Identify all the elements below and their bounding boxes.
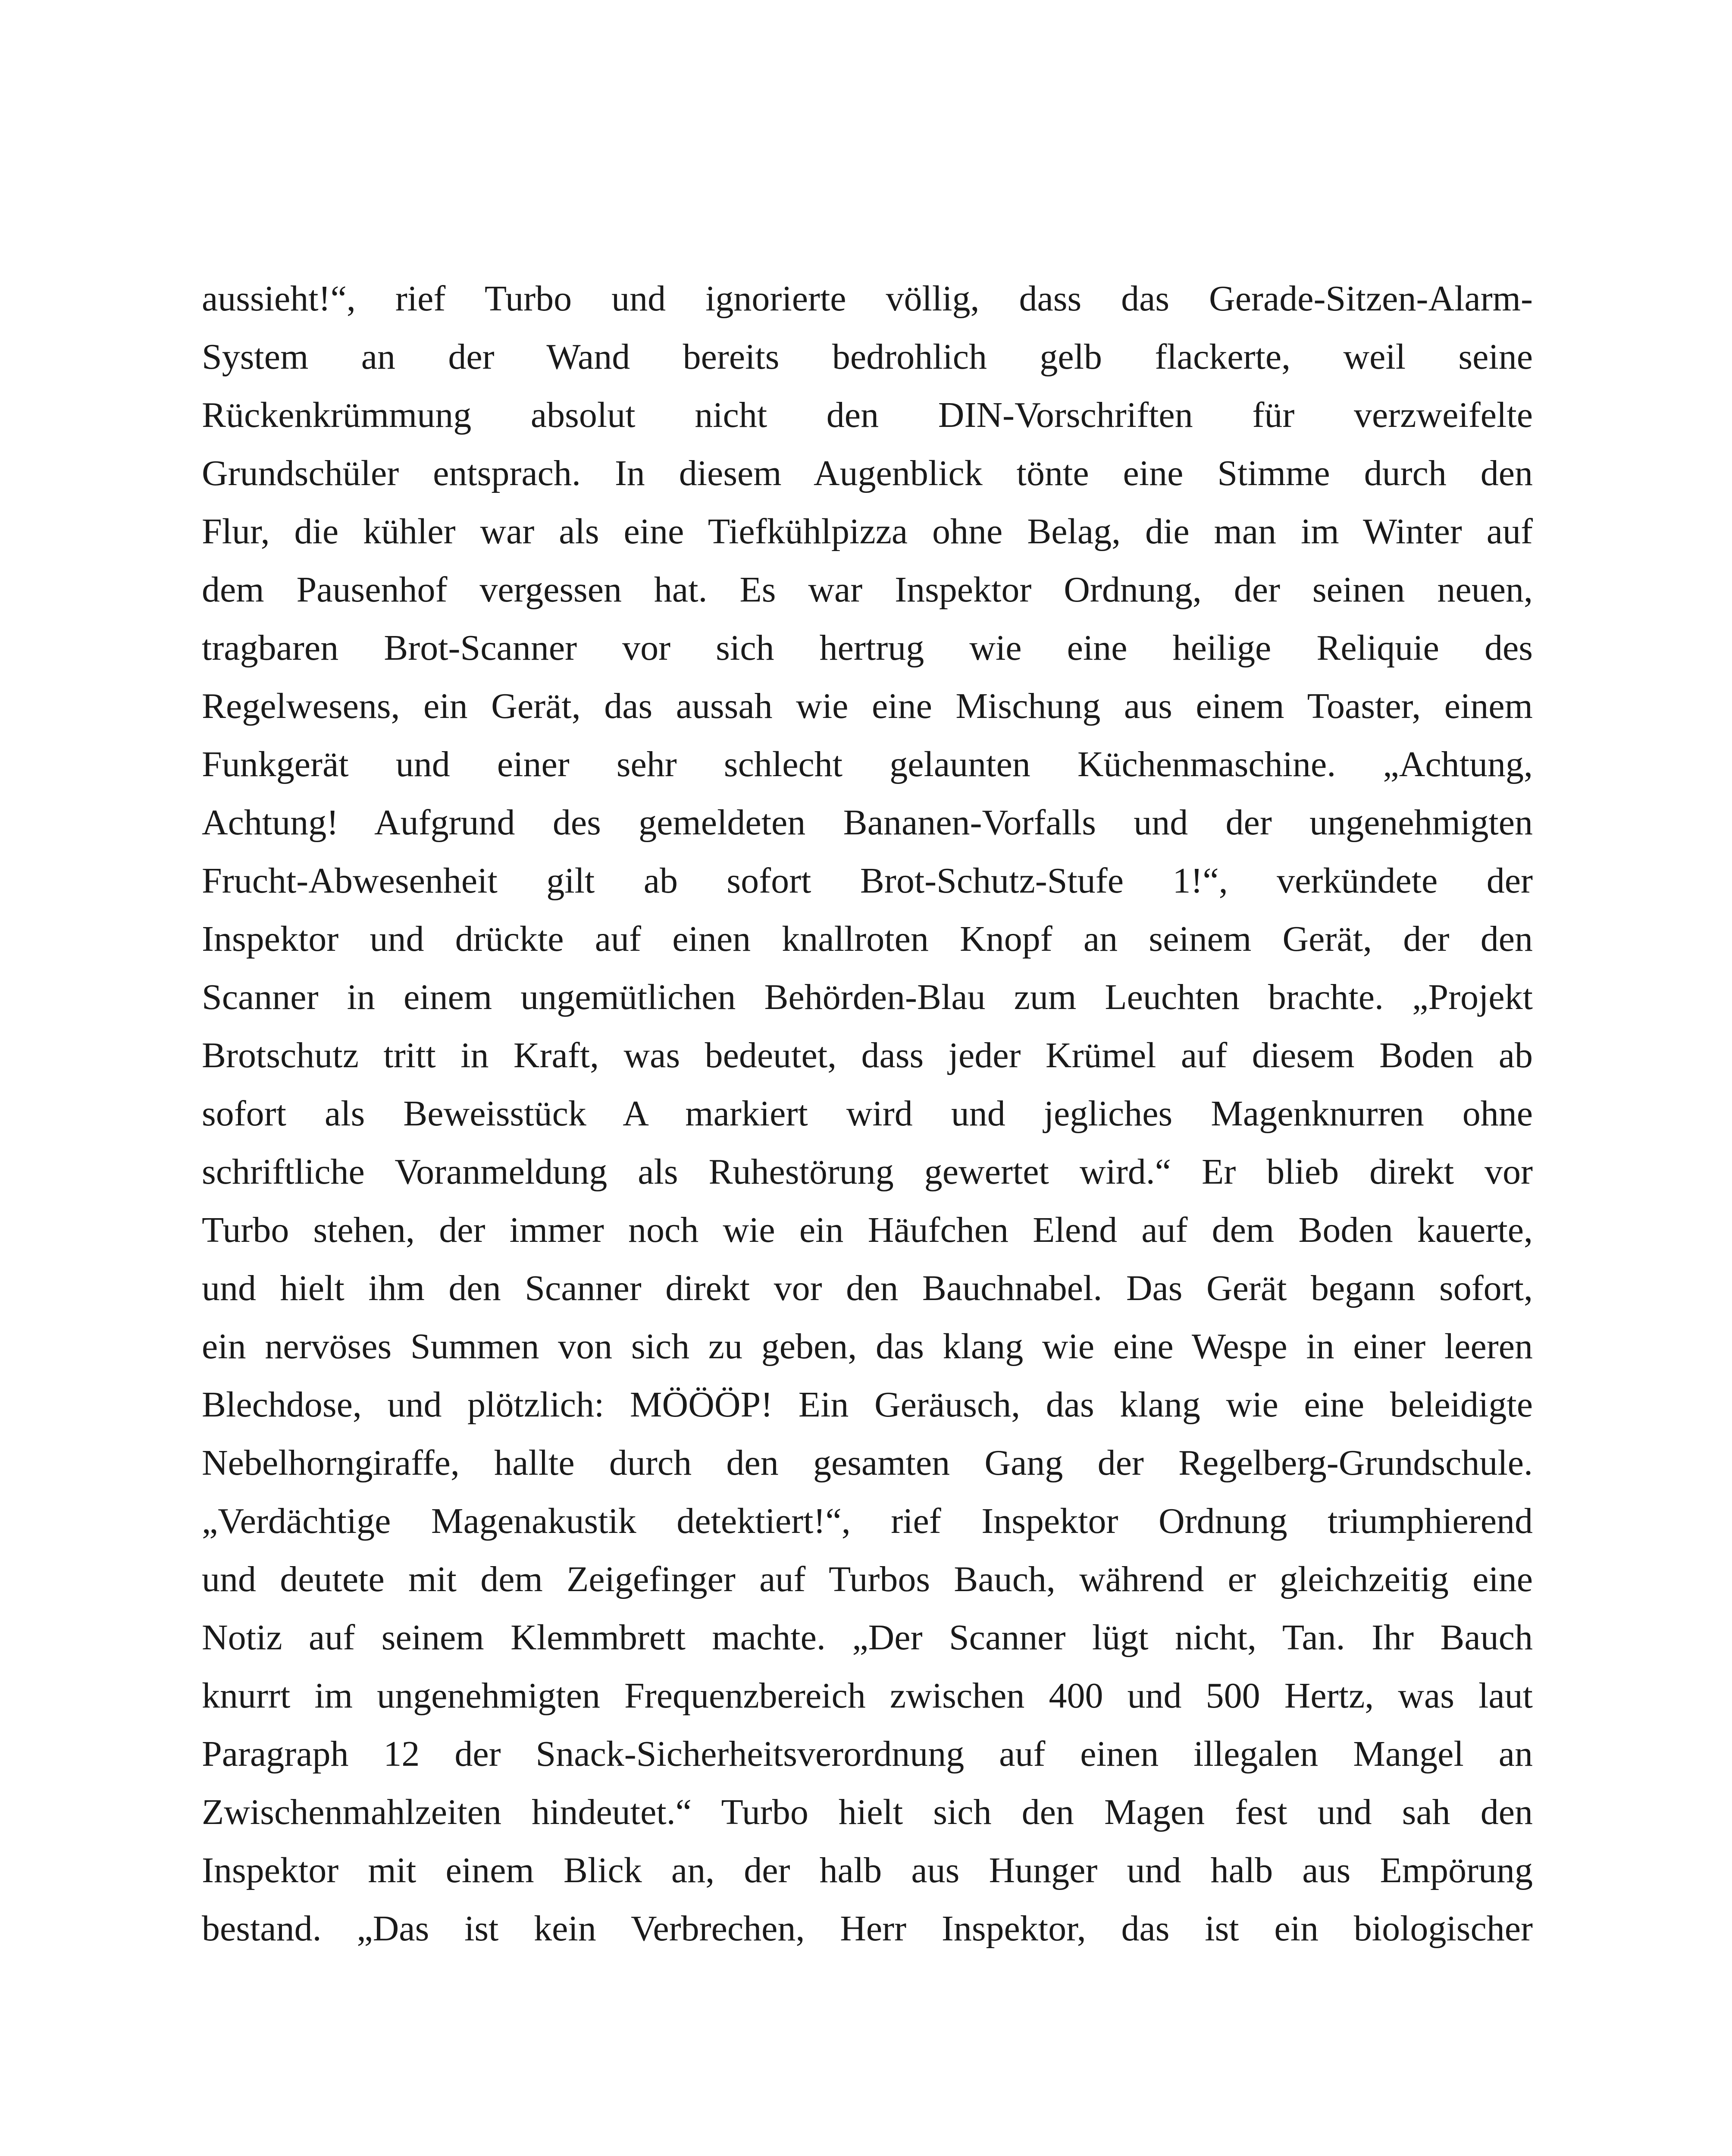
text-line: ein nervöses Summen von sich zu geben, das klang wie eine Wespe in einer leeren — [202, 1326, 1533, 1366]
text-line: tragbaren Brot-Scanner vor sich hertrug wie eine heilige Reliquie des — [202, 628, 1533, 668]
text-line: Funkgerät und einer sehr schlecht gelaunten Küchenmaschine. „Achtung, — [202, 744, 1533, 784]
text-line: Turbo stehen, der immer noch wie ein Häufchen Elend auf dem Boden kauerte, — [202, 1210, 1533, 1250]
text-line: und hielt ihm den Scanner direkt vor den Bauchnabel. Das Gerät begann sofort, — [202, 1268, 1533, 1308]
text-line: Inspektor mit einem Blick an, der halb aus Hunger und halb aus Empörung — [202, 1850, 1533, 1890]
text-line: schriftliche Voranmeldung als Ruhestörung gewertet wird.“ Er blieb direkt vor — [202, 1152, 1533, 1192]
text-line: Inspektor und drückte auf einen knallroten Knopf an seinem Gerät, der den — [202, 919, 1533, 959]
text-line: sofort als Beweisstück A markiert wird und jegliches Magenknurren ohne — [202, 1094, 1533, 1134]
text-line: und deutete mit dem Zeigefinger auf Turbos Bauch, während er gleichzeitig eine — [202, 1559, 1533, 1599]
text-line: Nebelhorngiraffe, hallte durch den gesamten Gang der Regelberg-Grundschule. — [202, 1443, 1533, 1483]
text-line: Regelwesens, ein Gerät, das aussah wie eine Mischung aus einem Toaster, einem — [202, 686, 1533, 726]
text-line: Grundschüler entsprach. In diesem Augenblick tönte eine Stimme durch den — [202, 453, 1533, 493]
text-line: Rückenkrümmung absolut nicht den DIN-Vorschriften für verzweifelte — [202, 395, 1533, 435]
text-line: Blechdose, und plötzlich: MÖÖÖP! Ein Geräusch, das klang wie eine beleidigte — [202, 1385, 1533, 1425]
text-line: bestand. „Das ist kein Verbrechen, Herr Inspektor, das ist ein biologischer — [202, 1908, 1533, 1949]
text-line: Flur, die kühler war als eine Tiefkühlpizza ohne Belag, die man im Winter auf — [202, 511, 1533, 552]
text-line: knurrt im ungenehmigten Frequenzbereich zwischen 400 und 500 Hertz, was laut — [202, 1676, 1533, 1716]
text-line: dem Pausenhof vergessen hat. Es war Inspektor Ordnung, der seinen neuen, — [202, 570, 1533, 610]
text-line: „Verdächtige Magenakustik detektiert!“, rief Inspektor Ordnung triumphierend — [202, 1501, 1533, 1541]
text-line: System an der Wand bereits bedrohlich gelb flackerte, weil seine — [202, 337, 1533, 377]
text-line: Notiz auf seinem Klemmbrett machte. „Der Scanner lügt nicht, Tan. Ihr Bauch — [202, 1617, 1533, 1658]
text-line: Zwischenmahlzeiten hindeutet.“ Turbo hielt sich den Magen fest und sah den — [202, 1792, 1533, 1832]
text-line: Scanner in einem ungemütlichen Behörden-Blau zum Leuchten brachte. „Projekt — [202, 977, 1533, 1017]
text-line: Brotschutz tritt in Kraft, was bedeutet, dass jeder Krümel auf diesem Boden ab — [202, 1035, 1533, 1075]
text-line: Achtung! Aufgrund des gemeldeten Bananen-Vorfalls und der ungenehmigten — [202, 802, 1533, 843]
text-line: Frucht-Abwesenheit gilt ab sofort Brot-Schutz-Stufe 1!“, verkündete der — [202, 861, 1533, 901]
body-text — [202, 270, 1533, 1958]
text-line: aussieht!“, rief Turbo und ignorierte völlig, dass das Gerade-Sitzen-Alarm- — [202, 279, 1533, 319]
text-line: Paragraph 12 der Snack-Sicherheitsverordnung auf einen illegalen Mangel an — [202, 1734, 1533, 1774]
